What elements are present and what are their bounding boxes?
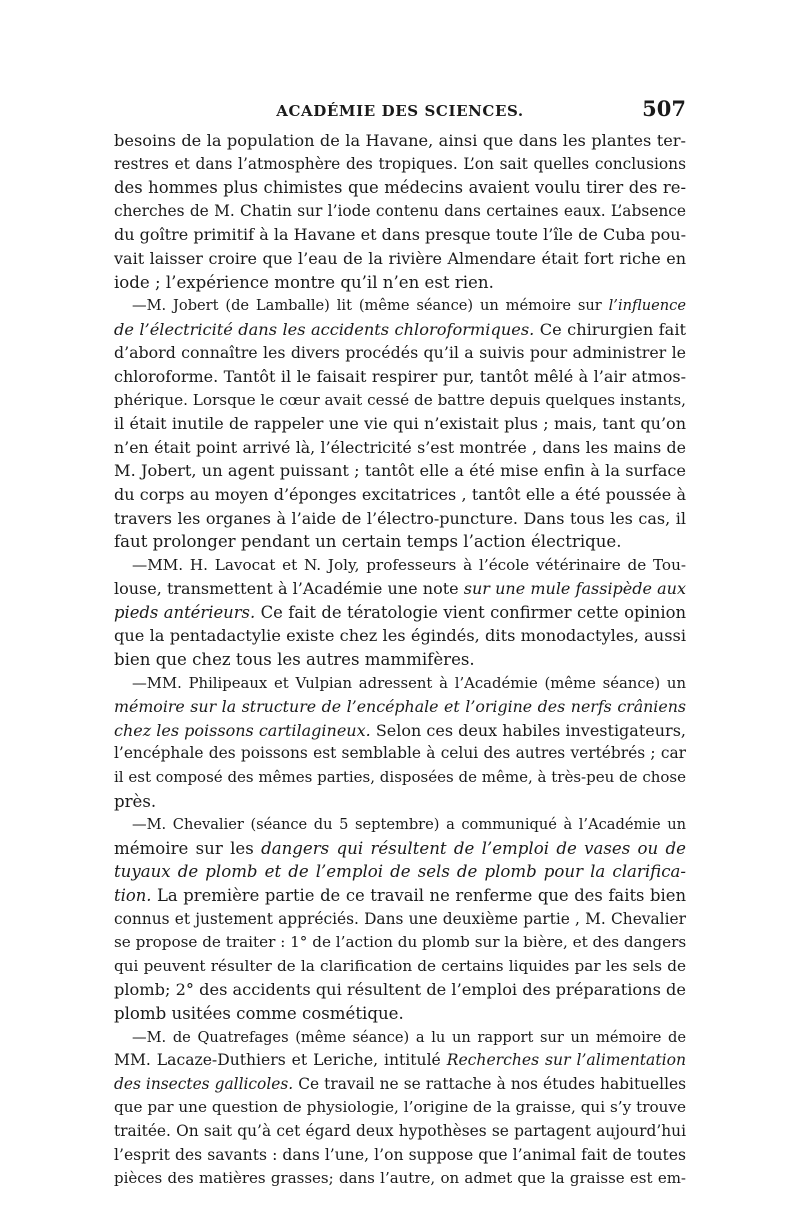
text-line bbox=[114, 695, 686, 719]
text-segment: bien que chez tous les autres mammifères. bbox=[114, 650, 475, 670]
text-line bbox=[114, 153, 686, 177]
running-title: ACADÉMIE DES SCIENCES. bbox=[276, 102, 524, 120]
text-line bbox=[114, 483, 686, 507]
text-line bbox=[114, 341, 686, 365]
text-segment: restres et dans l’atmosphère des tropiques. L’on sait quelles conclusions bbox=[114, 154, 686, 173]
italic-text: sur une mule fassipède aux bbox=[463, 579, 686, 599]
text-segment: louse, transmettent à l’Académie une note bbox=[114, 579, 464, 599]
running-header bbox=[114, 96, 686, 126]
text-line bbox=[114, 1167, 686, 1191]
text-segment: se propose de traiter : 1° de l’action du plomb sur la bière, et des dangers bbox=[114, 933, 687, 952]
text-line bbox=[114, 884, 686, 908]
italic-text: des insectes gallicoles. bbox=[114, 1074, 294, 1093]
text-line bbox=[114, 1002, 686, 1026]
italic-text: de l’électricité dans les accidents chloroformiques. bbox=[114, 319, 535, 339]
text-line bbox=[114, 1073, 686, 1097]
text-line bbox=[114, 129, 686, 153]
text-segment: besoins de la population de la Havane, ainsi que dans les plantes ter- bbox=[114, 131, 686, 150]
text-segment: —M. de Quatrefages (même séance) a lu un rapport sur un mémoire de bbox=[132, 1028, 686, 1046]
page-number: 507 bbox=[642, 96, 686, 121]
text-segment: La première partie de ce travail ne renferme que des faits bien bbox=[151, 886, 686, 905]
text-segment: l’esprit des savants : dans l’une, l’on suppose que l’animal fait de toutes bbox=[114, 1145, 686, 1164]
text-line bbox=[114, 271, 686, 295]
text-line bbox=[114, 1096, 686, 1120]
text-line bbox=[114, 837, 686, 861]
text-segment: faut prolonger pendant un certain temps l’action électrique. bbox=[114, 532, 622, 552]
italic-text: dangers qui résultent de l’emploi de vases ou de bbox=[261, 838, 686, 858]
italic-text: chez les poissons cartilagineux. bbox=[114, 720, 371, 740]
text-segment: traitée. On sait qu’à cet égard deux hypothèses se partagent aujourd’hui bbox=[114, 1121, 686, 1140]
text-line bbox=[114, 554, 686, 578]
text-line bbox=[114, 530, 686, 554]
text-segment: d’abord connaître les divers procédés qu’il a suivis pour administrer le bbox=[114, 343, 686, 363]
text-line bbox=[114, 200, 686, 224]
text-line bbox=[114, 624, 686, 648]
italic-text: tion. bbox=[114, 886, 152, 905]
text-segment: il est composé des mêmes parties, disposées de même, à très-peu de chose bbox=[114, 768, 686, 787]
text-segment: des hommes plus chimistes que médecins avaient voulu tirer des re- bbox=[114, 178, 686, 198]
text-line bbox=[114, 719, 686, 743]
body-text bbox=[114, 129, 686, 1191]
text-segment: travers les organes à l’aide de l’électro-puncture. Dans tous les cas, il bbox=[114, 508, 686, 528]
text-segment: —MM. Philipeaux et Vulpian adressent à l’Académie (même séance) un bbox=[132, 674, 686, 692]
text-segment: cherches de M. Chatin sur l’iode contenu dans certaines eaux. L’absence bbox=[114, 201, 686, 220]
text-segment: —MM. H. Lavocat et N. Joly, professeurs à l’école vétérinaire de Tou- bbox=[132, 555, 686, 574]
text-segment: iode ; l’expérience montre qu’il n’en est rien. bbox=[114, 272, 494, 292]
text-line bbox=[114, 1049, 686, 1073]
text-segment: —M. Chevalier (séance du 5 septembre) a communiqué à l’Académie un bbox=[132, 816, 686, 834]
text-segment: MM. Lacaze-Duthiers et Leriche, intitulé bbox=[114, 1051, 447, 1070]
text-segment: pièces des matières grasses; dans l’autre, on admet que la graisse est em- bbox=[114, 1169, 686, 1188]
text-segment: du goître primitif à la Havane et dans presque toute l’île de Cuba pou- bbox=[114, 225, 686, 245]
text-line bbox=[114, 648, 686, 672]
text-line bbox=[114, 365, 686, 389]
text-segment: connus et justement appréciés. Dans une deuxième partie , M. Chevalier bbox=[114, 909, 686, 928]
text-segment: n’en était point arrivé là, l’électricité s’est montrée , dans les mains de bbox=[114, 437, 686, 457]
italic-text: pieds antérieurs. bbox=[114, 602, 256, 622]
text-line bbox=[114, 1144, 686, 1168]
text-segment: que par une question de physiologie, l’origine de la graisse, qui s’y trouve bbox=[114, 1098, 686, 1117]
text-line bbox=[114, 1026, 686, 1050]
text-line bbox=[114, 813, 686, 837]
italic-text: tuyaux de plomb et de l’emploi de sels de plomb pour la clarifica- bbox=[114, 862, 686, 882]
text-line bbox=[114, 294, 686, 318]
text-line bbox=[114, 1120, 686, 1144]
text-segment: Selon ces deux habiles investigateurs, bbox=[370, 720, 686, 740]
text-segment: vait laisser croire que l’eau de la rivière Almendare était fort riche en bbox=[114, 248, 686, 268]
text-segment: mémoire sur les bbox=[114, 838, 262, 858]
text-line bbox=[114, 931, 686, 955]
text-segment: près. bbox=[114, 791, 157, 811]
text-line bbox=[114, 459, 686, 483]
text-segment: Ce fait de tératologie vient confirmer cette opinion bbox=[255, 602, 687, 622]
text-segment: il était inutile de rappeler une vie qui n’existait plus ; mais, tant qu’on bbox=[114, 414, 686, 434]
text-segment: phérique. Lorsque le cœur avait cessé de battre depuis quelques instants, bbox=[114, 390, 686, 409]
text-line bbox=[114, 247, 686, 271]
text-line bbox=[114, 412, 686, 436]
text-line bbox=[114, 860, 686, 884]
text-segment: plomb usitées comme cosmétique. bbox=[114, 1003, 404, 1023]
text-segment: que la pentadactylie existe chez les égindés, dits monodactyles, aussi bbox=[114, 626, 686, 646]
text-line bbox=[114, 978, 686, 1002]
text-line bbox=[114, 318, 686, 342]
text-line bbox=[114, 577, 686, 601]
text-segment: du corps au moyen d’éponges excitatrices , tantôt elle a été poussée à bbox=[114, 484, 686, 504]
text-line bbox=[114, 672, 686, 696]
text-line bbox=[114, 766, 686, 790]
text-segment: qui peuvent résulter de la clarification de certains liquides par les sels de bbox=[114, 956, 686, 975]
italic-text: l’influence bbox=[608, 297, 686, 315]
text-segment: chloroforme. Tantôt il le faisait respirer pur, tantôt mêlé à l’air atmos- bbox=[114, 366, 686, 386]
text-line bbox=[114, 908, 686, 932]
italic-text: mémoire sur la structure de l’encéphale et l’origine des nerfs crâniens bbox=[114, 697, 686, 717]
text-segment: —M. Jobert (de Lamballe) lit (même séance) un mémoire sur bbox=[132, 297, 609, 315]
text-segment: M. Jobert, un agent puissant ; tantôt elle a été mise enfin à la surface bbox=[114, 461, 686, 481]
text-segment: plomb; 2° des accidents qui résultent de l’emploi des préparations de bbox=[114, 980, 686, 1000]
text-line bbox=[114, 507, 686, 531]
text-line bbox=[114, 742, 686, 766]
text-segment: Ce travail ne se rattache à nos études habituelles bbox=[293, 1074, 687, 1093]
text-line bbox=[114, 601, 686, 625]
text-line bbox=[114, 389, 686, 413]
text-segment: l’encéphale des poissons est semblable à celui des autres vertébrés ; car bbox=[114, 744, 686, 763]
text-line bbox=[114, 790, 686, 814]
italic-text: Recherches sur l’alimentation bbox=[446, 1051, 686, 1070]
text-line bbox=[114, 176, 686, 200]
text-line bbox=[114, 955, 686, 979]
text-line bbox=[114, 223, 686, 247]
text-segment: Ce chirurgien fait bbox=[534, 319, 687, 339]
text-line bbox=[114, 436, 686, 460]
